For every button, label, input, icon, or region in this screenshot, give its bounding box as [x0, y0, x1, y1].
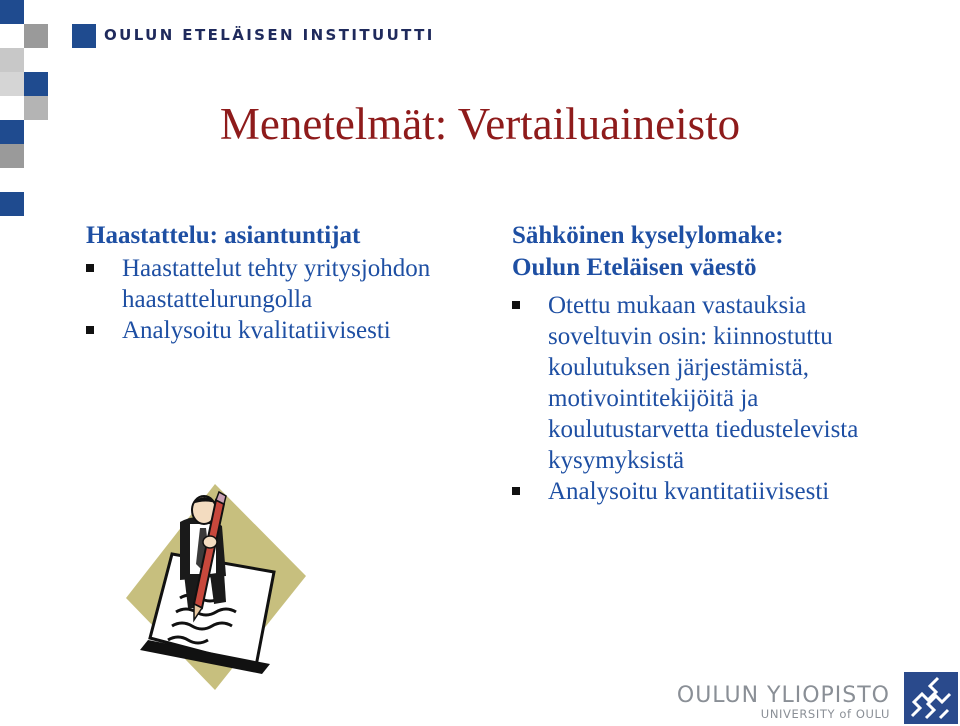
- list-item: [86, 253, 486, 315]
- right-column-heading: [512, 220, 912, 284]
- corner-square: [0, 0, 24, 24]
- square-bullet-icon: [512, 301, 520, 309]
- man-writing-with-pencil-clipart: [120, 480, 310, 695]
- heading-line: Haastattelu: asiantuntijat: [86, 222, 361, 249]
- heading-line: Oulun Eteläisen väestö: [512, 254, 757, 281]
- bullet-text: Haastattelut tehty yritysjohdon haastattelurungolla: [122, 255, 431, 313]
- left-bullet-list: [86, 253, 486, 346]
- square-bullet-icon: [512, 487, 520, 495]
- list-item: [512, 290, 912, 476]
- institute-name: OULUN ETELÄISEN INSTITUUTTI: [104, 26, 435, 44]
- corner-square: [24, 72, 48, 96]
- square-bullet-icon: [86, 264, 94, 272]
- university-of-oulu-logo-icon: [904, 672, 958, 724]
- corner-square: [0, 72, 24, 96]
- corner-square: [0, 192, 24, 216]
- corner-square: [0, 48, 24, 72]
- bullet-text: Analysoitu kvantitatiivisesti: [548, 478, 830, 505]
- bullet-text: Otettu mukaan vastauksia soveltuvin osin: kiinnostuttu koulutuksen järjestämistä, motivointitekijöitä ja koulutustarvetta tiedustelevista kysymyksistä: [548, 292, 859, 474]
- corner-square: [24, 24, 48, 48]
- list-item: [512, 476, 912, 507]
- square-bullet-icon: [86, 326, 94, 334]
- list-item: [86, 315, 486, 346]
- right-bullet-list: [512, 290, 912, 507]
- university-wordmark: [677, 684, 890, 721]
- heading-line: Sähköinen kyselylomake:: [512, 222, 784, 249]
- bullet-text: Analysoitu kvalitatiivisesti: [122, 317, 391, 344]
- slide-title: Menetelmät: Vertailuaineisto: [219, 99, 741, 149]
- left-column: [86, 220, 486, 346]
- university-name-english: UNIVERSITY of OULU: [760, 707, 890, 721]
- university-name: OULUN YLIOPISTO: [676, 683, 890, 708]
- brand-square: [72, 24, 96, 48]
- left-column-heading: [86, 220, 486, 252]
- right-column: [512, 220, 912, 507]
